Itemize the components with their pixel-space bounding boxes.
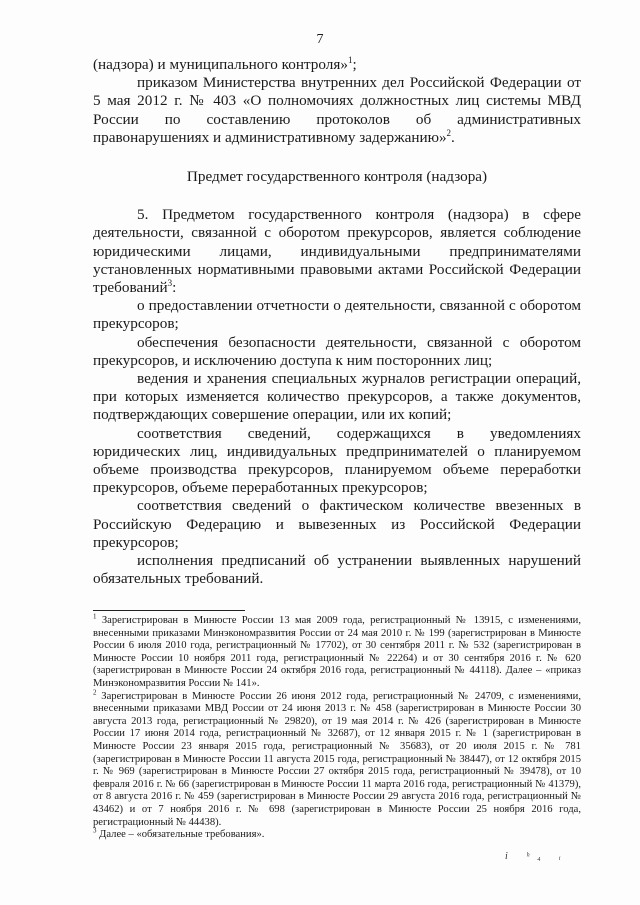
footnote-ref-2[interactable]: 2 [446, 127, 452, 138]
footnote-mark: 2 [93, 688, 97, 697]
list-item: о предоставлении отчетности о деятельности, связанной с оборотом прекурсоров; [93, 297, 581, 333]
list-item: соответствия сведений о фактическом количестве ввезенных в Российскую Федерацию и вывезенных из Российской Федерации прекурсоров; [93, 497, 581, 551]
body-text [93, 56, 581, 588]
footnote-divider [93, 610, 245, 611]
footnote-2: $^2$ Зарегистрирован в Минюсте России 26 июня 2012 года, регистрационный № 24709, с изменениями, внесенными приказами МВД России от 24 июня 2013 г. № 458 (зарегистрирован в Минюсте России 30 августа 2013 года, регистрационный № 29820), от 19 мая 2014 г. № 426 (зарегистрирован в Минюсте России 17 июня 2014 года, регистрационный № 32687), от 12 января 2015 г. № 1 (зарегистрирован в Минюсте России 23 января 2015 года, регистрационный № 35683), от 20 июля 2015 г. № 781 (зарегистрирован в Минюсте России 11 августа 2015 года, регистрационный № 38447), от 12 октября 2015 г. № 969 (зарегистрирован в Минюсте России 27 октября 2015 года, регистрационный № 39478), от 10 февраля 2016 г. № 66 (зарегистрирован в Минюсте России 11 марта 2016 года, регистрационный № 41379), от 8 августа 2016 г. № 459 (зарегистрирован в Минюсте России 29 августа 2016 года, регистрационный № 43462) и от 7 ноября 2016 г. № 698 (зарегистрирован в Минюсте России 25 ноября 2016 года, регистрационный № 44438). [93, 688, 581, 828]
list-item: ведения и хранения специальных журналов регистрации операций, при которых изменяется количество прекурсоров, а также документов, подтверждающих совершение операции, или их копий; [93, 370, 581, 424]
list-item: соответствия сведений, содержащихся в уведомлениях юридических лиц, индивидуальных предпринимателей о планируемом объеме производства прекурсоров, планируемом объеме переработки прекурсоров, объеме переработанных прекурсоров; [93, 424, 581, 497]
scan-marks: i ʰ₄ ᵢ [505, 851, 569, 862]
footnote-3: $^3$ Далее – «обязательные требования». [93, 826, 265, 841]
list-item: обеспечения безопасности деятельности, связанной с оборотом прекурсоров, и исключению доступа к ним посторонних лиц; [93, 333, 581, 369]
section-heading: Предмет государственного контроля (надзора) [186, 168, 488, 186]
paragraph-item-5: 5. Предметом государственного контроля (надзора) в сфере деятельности, связанной с оборотом прекурсоров, является соблюдение юридическими лицами, индивидуальными предпринимателями установленных нормативными правовыми актами Российской Федерации требований$^3$: [93, 206, 581, 297]
list-item: исполнения предписаний об устранении выявленных нарушений обязательных требований. [93, 552, 581, 588]
page-number: 7 [316, 32, 324, 47]
paragraph-mvd-order: приказом Министерства внутренних дел Российской Федерации от 5 мая 2012 г. № 403 «О полномочиях должностных лиц системы МВД России по составлению протоколов об административных правонарушениях и административному задержанию»$^2$. [93, 74, 581, 146]
footnotes [93, 612, 581, 842]
footnote-mark: 3 [93, 826, 97, 835]
footnote-1: $^1$ Зарегистрирован в Минюсте России 13 мая 2009 года, регистрационный № 13915, с изменениями, внесенными приказами Минэкономразвития России от 24 мая 2010 г. № 199 (зарегистрирован в Минюсте России 6 июля 2010 года, регистрационный № 17702), от 30 сентября 2011 г. № 532 (зарегистрирован в Минюсте России 10 ноября 2011 года, регистрационный № 22264) и от 30 сентября 2016 г. № 620 (зарегистрирован в Минюсте России 24 октября 2016 года, регистрационный № 44118). Далее – «приказ Минэкономразвития России № 141». [93, 612, 581, 689]
footnote-ref-3[interactable]: 3 [167, 277, 173, 288]
footnote-ref-1[interactable]: 1 [347, 54, 353, 65]
paragraph-continuation: (надзора) и муниципального контроля»$^1$; [93, 54, 357, 73]
footnote-mark: 1 [93, 612, 97, 621]
